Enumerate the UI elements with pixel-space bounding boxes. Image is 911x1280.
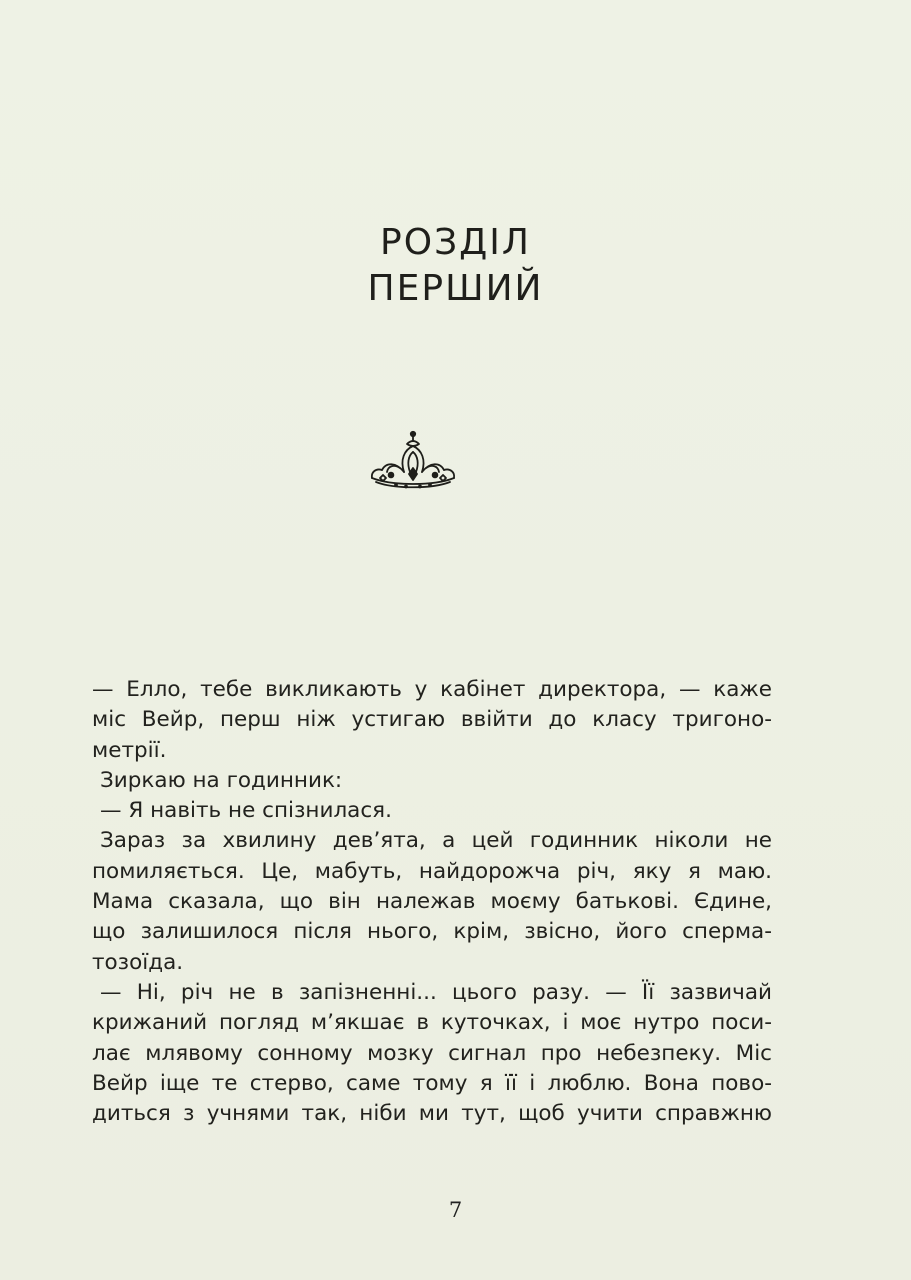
text-line: міс Вейр, перш ніж устигаю ввійти до класу тригоно- (92, 707, 772, 733)
text-line: Зараз за хвилину дев’ята, а цей годинник ніколи не (100, 828, 772, 854)
text-line: що залишилося після нього, крім, звісно, його сперма- (92, 919, 772, 945)
text-line: помиляється. Це, мабуть, найдорожча річ, яку я маю. (92, 858, 772, 884)
body-text (92, 675, 772, 1129)
text-line: Зиркаю на годинник: (100, 767, 343, 793)
tiara-icon (366, 428, 460, 498)
text-line: — Я навіть не спізнилася. (100, 798, 392, 824)
text-line: крижаний погляд м’якшає в куточках, і моє нутро поси- (92, 1010, 772, 1036)
text-line: тозоїда. (92, 949, 184, 975)
text-line: — Елло, тебе викликають у кабінет директора, — каже (92, 677, 772, 702)
chapter-title-line2: ПЕРШИЙ (367, 268, 544, 309)
text-line: Вейр іще те стерво, саме тому я її і люблю. Вона пово- (92, 1070, 772, 1096)
chapter-title-line1: РОЗДІЛ (380, 222, 531, 263)
text-line: — Ні, річ не в запізненні... цього разу. — Її зазвичай (100, 979, 772, 1005)
text-line: лає млявому сонному мозку сигнал про небезпеку. Міс (92, 1040, 772, 1066)
page-number: 7 (448, 1198, 463, 1222)
text-line: Мама сказала, що він належав моєму батькові. Єдине, (92, 889, 772, 915)
text-line: метрії. (92, 737, 167, 763)
text-line: диться з учнями так, ніби ми тут, щоб учити справжню (92, 1101, 772, 1127)
